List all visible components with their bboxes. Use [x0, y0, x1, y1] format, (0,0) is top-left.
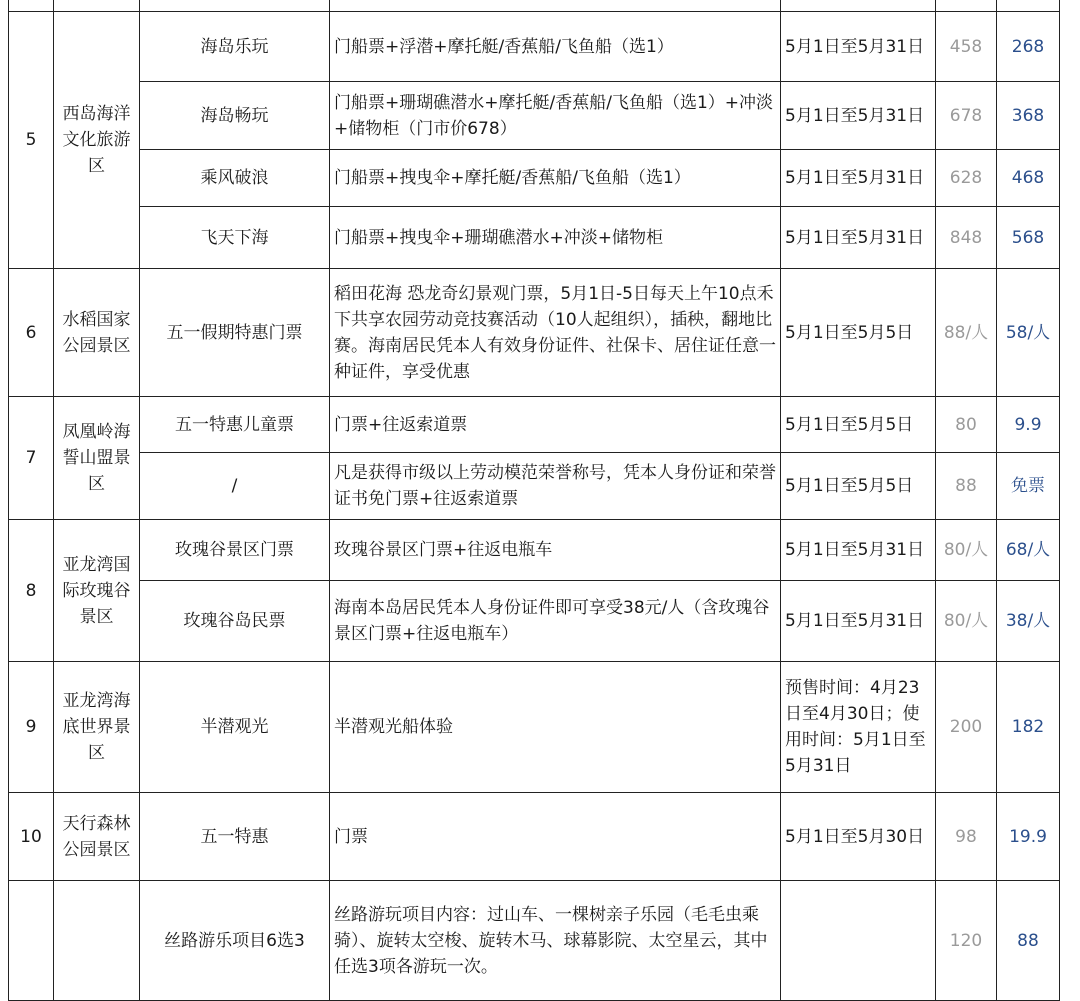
valid-date: 5月1日至5月31日: [781, 581, 936, 662]
table-row: [9, 453, 1060, 520]
row-number: 9: [9, 662, 54, 793]
row-number: 5: [9, 12, 54, 269]
product-name: 半潜观光: [140, 662, 330, 793]
product-name: 乘风破浪: [140, 150, 330, 207]
product-content: 凡是获得市级以上劳动模范荣誉称号，凭本人身份证和荣誉证书免门票+往返索道票: [330, 453, 781, 520]
product-content: 丝路游玩项目内容：过山车、一棵树亲子乐园（毛毛虫乘骑）、旋转太空梭、旋转木马、球幕影院、太空星云，其中任选3项各游玩一次。: [330, 881, 781, 1001]
valid-date: 5月1日至5月5日: [781, 269, 936, 397]
original-price: 98: [936, 793, 997, 881]
product-content: 门票+往返索道票: [330, 397, 781, 453]
promo-price: 38/人: [997, 581, 1060, 662]
product-content: 玫瑰谷景区门票+往返电瓶车: [330, 520, 781, 581]
original-price: 80: [936, 397, 997, 453]
product-content: 半潜观光船体验: [330, 662, 781, 793]
table-row: [9, 12, 1060, 82]
promo-price: 568: [997, 207, 1060, 269]
promo-price: 182: [997, 662, 1060, 793]
row-number: 7: [9, 397, 54, 520]
promo-price: 19.9: [997, 793, 1060, 881]
valid-date: 5月1日至5月31日: [781, 150, 936, 207]
original-price: 678: [936, 82, 997, 150]
product-name: 海岛乐玩: [140, 12, 330, 82]
product-name: 丝路游乐项目6选3: [140, 881, 330, 1001]
product-name: 玫瑰谷岛民票: [140, 581, 330, 662]
product-name: 海岛畅玩: [140, 82, 330, 150]
row-number: [9, 881, 54, 1001]
row-number: 6: [9, 269, 54, 397]
promo-price: 68/人: [997, 520, 1060, 581]
table-row: [9, 581, 1060, 662]
product-content: 稻田花海 恐龙奇幻景观门票，5月1日-5日每天上午10点禾下共享农园劳动竞技赛活动（10人起组织），插秧，翻地比赛。海南居民凭本人有效身份证件、社保卡、居住证任意一种证件，享受优惠: [330, 269, 781, 397]
table-row: [9, 0, 1060, 12]
product-content: 海南本岛居民凭本人身份证件即可享受38元/人（含玫瑰谷景区门票+往返电瓶车）: [330, 581, 781, 662]
valid-date: 5月1日至5月31日: [781, 82, 936, 150]
valid-date: [781, 881, 936, 1001]
product-name: 五一特惠: [140, 793, 330, 881]
valid-date: 5月1日至5月5日: [781, 453, 936, 520]
valid-date: 预售时间：4月23日至4月30日；使用时间：5月1日至5月31日: [781, 662, 936, 793]
table-row: [9, 150, 1060, 207]
original-price: 200: [936, 662, 997, 793]
table-row: [9, 397, 1060, 453]
scenic-name: 西岛海洋文化旅游区: [54, 12, 140, 269]
valid-date: 5月1日至5月30日: [781, 793, 936, 881]
promo-price: 468: [997, 150, 1060, 207]
original-price: 80/人: [936, 520, 997, 581]
scenic-name: 亚龙湾国际玫瑰谷景区: [54, 520, 140, 662]
valid-date: 5月1日至5月31日: [781, 12, 936, 82]
table-row: [9, 793, 1060, 881]
product-content: 门船票+拽曳伞+摩托艇/香蕉船/飞鱼船（选1）: [330, 150, 781, 207]
table-row: [9, 82, 1060, 150]
original-price: 120: [936, 881, 997, 1001]
product-content: 门船票+珊瑚礁潜水+摩托艇/香蕉船/飞鱼船（选1）+冲淡+储物柜（门市价678）: [330, 82, 781, 150]
table-row: [9, 881, 1060, 1001]
table-row: [9, 269, 1060, 397]
original-price: 88/人: [936, 269, 997, 397]
scenic-name: 亚龙湾海底世界景区: [54, 662, 140, 793]
original-price: 80/人: [936, 581, 997, 662]
scenic-name: 凤凰岭海誓山盟景区: [54, 397, 140, 520]
product-name: 飞天下海: [140, 207, 330, 269]
table-row: [9, 520, 1060, 581]
scenic-name: 天行森林公园景区: [54, 793, 140, 881]
product-name: 玫瑰谷景区门票: [140, 520, 330, 581]
product-name: 五一假期特惠门票: [140, 269, 330, 397]
scenic-name: 水稻国家公园景区: [54, 269, 140, 397]
ticket-price-table: [8, 0, 1060, 1001]
row-number: 8: [9, 520, 54, 662]
product-content: 门船票+浮潜+摩托艇/香蕉船/飞鱼船（选1）: [330, 12, 781, 82]
original-price: 458: [936, 12, 997, 82]
row-number: 10: [9, 793, 54, 881]
table-row: [9, 207, 1060, 269]
promo-price: 368: [997, 82, 1060, 150]
product-content: 门票: [330, 793, 781, 881]
original-price: 88: [936, 453, 997, 520]
promo-price: 9.9: [997, 397, 1060, 453]
promo-price: 268: [997, 12, 1060, 82]
table-row: [9, 662, 1060, 793]
valid-date: 5月1日至5月31日: [781, 207, 936, 269]
promo-price: 58/人: [997, 269, 1060, 397]
product-name: /: [140, 453, 330, 520]
valid-date: 5月1日至5月31日: [781, 520, 936, 581]
product-name: 五一特惠儿童票: [140, 397, 330, 453]
valid-date: 5月1日至5月5日: [781, 397, 936, 453]
original-price: 848: [936, 207, 997, 269]
promo-price: 免票: [997, 453, 1060, 520]
scenic-name: [54, 881, 140, 1001]
product-content: 门船票+拽曳伞+珊瑚礁潜水+冲淡+储物柜: [330, 207, 781, 269]
original-price: 628: [936, 150, 997, 207]
promo-price: 88: [997, 881, 1060, 1001]
